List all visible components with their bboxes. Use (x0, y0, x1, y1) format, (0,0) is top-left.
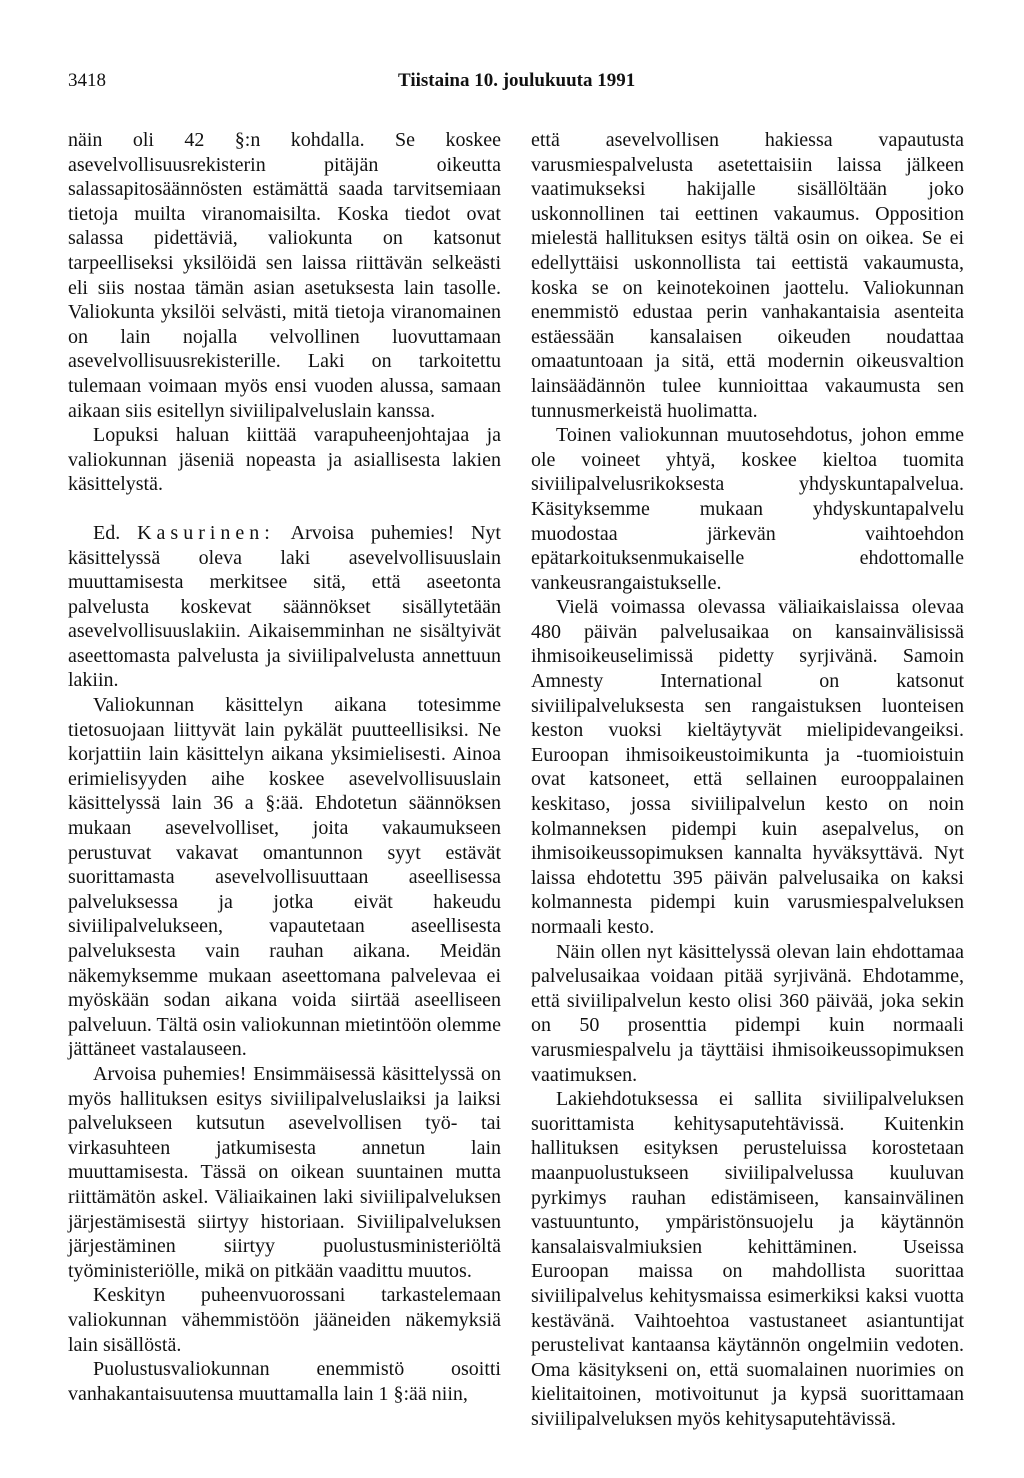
paragraph: Lopuksi haluan kiittää varapuheenjohtajaa ja valiokunnan jäseniä nopeasta ja asiallisesta lakien käsittelystä. (68, 424, 501, 496)
paragraph: Lakiehdotuksessa ei sallita siviilipalveluksen suorittamista kehitysaputehtävissä. Kuitenkin hallituksen esityksen perusteluissa korostetaan maanpuolustukseen siviilipalvelussa kuuluvan pyrkimys rauhan edistämiseen, kansainvälinen vastuuntunto, ympäristönsuojelu ja käytännön kansalaisvalmiuksien kehittäminen. Useissa Euroopan maissa on mahdollista suorittaa siviilipalvelus kehitysmaissa esimerkiksi kaksi vuotta kestävänä. Vaihtoehtoa vastustaneet asiantuntijat perustelivat kantaansa käytännön ongelmiin vedoten. Oma käsitykseni on, että suomalainen nuorimies on kielitaitoinen, motivoitunut ja kypsä suorittamaan siviilipalveluksen myös kehitysaputehtävissä. (531, 1088, 964, 1430)
paragraph: Vielä voimassa olevassa väliaikaislaissa olevaa 480 päivän palvelusaikaa on kansainvälisissä ihmisoikeuselimissä pidetty syrjivänä. Samoin Amnesty International on katsonut siviilipalveluksesta sen rangaistuksen luonteisen keston vuoksi kieltäytyvät mielipidevangeiksi. Euroopan ihmisoikeustoimikunta ja -tuomioistuin ovat katsoneet, että sellainen eurooppalainen keskitaso, jossa siviilipalvelun kesto on noin kolmanneksen pidempi kuin asepalvelus, on ihmisoikeussopimuksen kannalta hyväksyttävä. Nyt laissa ehdotettu 395 päivän palvelusaika on kaksi kolmannesta pidempi kuin varusmiespalveluksen normaali kesto. (531, 596, 964, 938)
paragraph: Arvoisa puhemies! Ensimmäisessä käsittelyssä on myös hallituksen esitys siviilipalveluslaiksi ja laiksi palvelukseen kutsutun asevelvollisen työ- tai virkasuhteen jatkumisesta annetun lain muuttamisesta. Tässä on oikean suuntainen mutta riittämätön askel. Väliaikainen laki siviilipalveluksen järjestämisestä siirtyy historiaan. Siviilipalveluksen järjestäminen siirtyy puolustusministeriöltä työministeriölle, mikä on pitkään vaadittu muutos. (68, 1062, 501, 1282)
page-number: 3418 (68, 70, 106, 91)
paragraph: Valiokunnan käsittelyn aikana totesimme tietosuojaan liittyvät lain pykälät puutteellisiksi. Ne korjattiin lain käsittelyn aikana yksimielisesti. Ainoa erimielisyyden aihe koskee asevelvollisuuslain käsittelyssä lain 36 a §:ää. Ehdotetun säännöksen mukaan asevelvolliset, joita vakaumukseen perustuvat vakavat omantunnon syyt estävät suorittamasta asevelvollisuuttaan aseellisessa palveluksessa ja jotka eivät hakeudu siviilipalvelukseen, vapautetaan aseellisesta palveluksesta vain rauhan aikana. Meidän näkemyksemme mukaan aseettomana palvelevaa ei myöskään sodan aikana voida siirtää aseelliseen palveluun. Tältä osin valiokunnan mietintöön olemme jättäneet vastalauseen. (68, 694, 501, 1061)
paragraph: näin oli 42 §:n kohdalla. Se koskee asevelvollisuusrekisterin pitäjän oikeutta salassapitosäännösten estämättä saada tarvitsemiaan tietoja muilta viranomaisilta. Koska tiedot ovat salassa pidettäviä, valiokunta on katsonut tarpeelliseksi yksilöidä sen laissa riittävän selkeästi eli siis nostaa tämän asian asetuksesta lain tasolle. Valiokunta yksilöi selvästi, mitä tietoja viranomainen on lain nojalla velvollinen luovuttamaan asevelvollisuusrekisterille. Laki on tarkoitettu tulemaan voimaan myös ensi vuoden alussa, samaan aikaan siis esitellyn siviilipalveluslain kanssa. (68, 129, 501, 422)
paragraph: Puolustusvaliokunnan enemmistö osoitti vanhakantaisuutensa muuttamalla lain 1 §:ää niin, (68, 1358, 501, 1405)
speaker-prefix: Ed. (93, 521, 121, 544)
paragraph: Keskityn puheenvuorossani tarkastelemaan valiokunnan vähemmistöön jääneiden näkemyksiä lain sisällöstä. (68, 1284, 501, 1356)
paragraph: Näin ollen nyt käsittelyssä olevan lain ehdottamaa palvelusaikaa voidaan pitää syrjivänä. Ehdotamme, että siviilipalvelun kesto olisi 360 päivää, joka sekin on 50 prosenttia pidempi kuin normaali varusmiespalvelu ja täyttäisi ihmisoikeussopimuksen vaatimuksen. (531, 940, 964, 1086)
speaker-paragraph (68, 521, 501, 693)
paragraph: että asevelvollisen hakiessa vapautusta varusmiespalvelusta asetettaisiin laissa jälkeen vaatimukseksi hakijalle sisällöltään joko uskonnollinen tai eettinen vakaumus. Opposition mielestä hallituksen esitys tältä osin on oikea. Se ei edellyttäisi uskonnollista tai eettistä vakaumusta, koska se on keinotekoinen jaottelu. Valiokunnan enemmistö edustaa perin vanhakantaisia asenteita estäessään kansalaisen oikeuden noudattaa omaatuntoaan ja sitä, että modernin oikeusvaltion lainsäädännön tulee kunnioittaa vakaumusta sen tunnusmerkeistä huolimatta. (531, 129, 964, 422)
speech-text: Arvoisa puhemies! Nyt käsittelyssä oleva laki asevelvollisuuslain muuttamisesta merkitsee sitä, että aseetonta palvelusta koskevat säännökset sisällytetään asevelvollisuuslakiin. Aikaisemminhan ne sisältyivät aseettomasta palvelusta ja siviilipalvelusta annettuun lakiin. (68, 521, 501, 692)
right-column (531, 128, 964, 1431)
left-column (68, 128, 501, 1406)
speaker-name: Kasurinen: (137, 521, 275, 544)
running-title: Tiistaina 10. joulukuuta 1991 (398, 70, 636, 91)
paragraph: Toinen valiokunnan muutosehdotus, johon emme ole voineet yhtyä, koskee kieltoa tuomita siviilipalvelusrikoksesta yhdyskuntapalvelua. Käsityksemme mukaan yhdyskuntapalvelu muodostaa järkevän vaihtoehdon epätarkoituksenmukaiselle ehdottomalle vankeusrangaistukselle. (531, 424, 964, 594)
page-header (68, 70, 958, 96)
